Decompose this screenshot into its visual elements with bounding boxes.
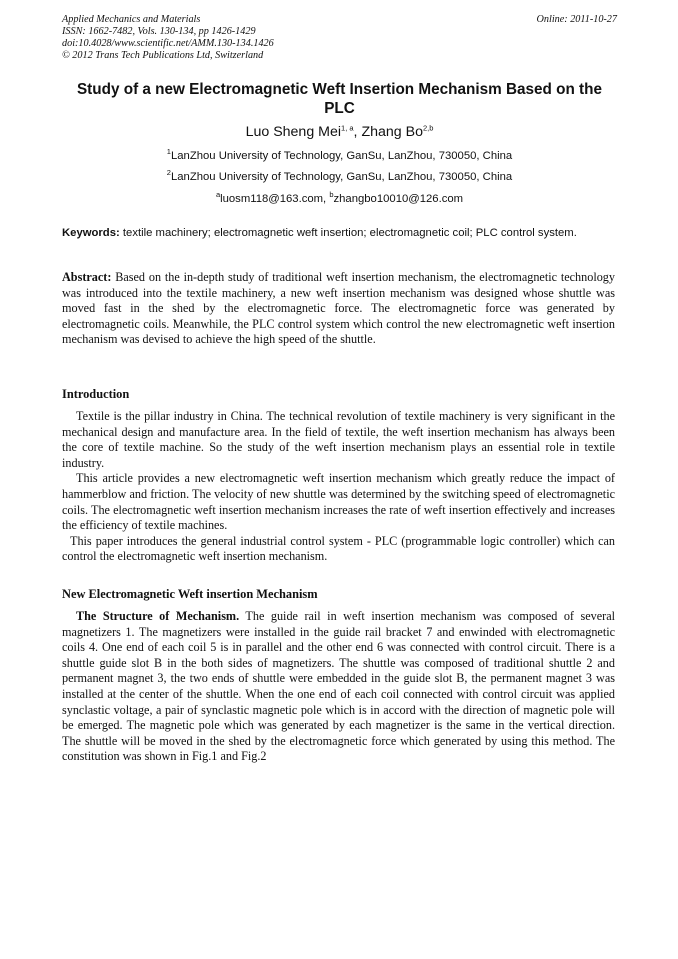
keywords-text: textile machinery; electromagnetic weft insertion; electromagnetic coil; PLC control system. xyxy=(119,227,577,239)
affiliation-2-text: LanZhou University of Technology, GanSu, LanZhou, 730050, China xyxy=(170,171,513,183)
doi-line: doi:10.4028/www.scientific.net/AMM.130-134.1426 xyxy=(62,38,274,50)
introduction-body xyxy=(62,409,615,565)
author-1-name: Luo Sheng Mei xyxy=(245,124,342,140)
email-line xyxy=(62,192,617,206)
email-2: zhangbo10010@126.com xyxy=(333,193,464,205)
author-2-sup: 2,b xyxy=(422,123,434,133)
intro-paragraph-1: Textile is the pillar industry in China. The technical revolution of textile machinery is very significant in the mechanical design and manufacture area. In the field of textile, the weft insertion mechanism has always been the core of textile machine. So the study of the weft insertion mechanism plays an essential role in textile industry. xyxy=(62,409,615,470)
keywords-label: Keywords: xyxy=(62,227,120,239)
abstract xyxy=(62,270,615,348)
abstract-text: Based on the in-depth study of traditional weft insertion mechanism, the electromagnetic technology was introduced into the textile machinery, a new weft insertion mechanism was designed whose shuttle was moved fast in the shed by the electromagnetic force. The electromagnetic force was generated by electromagnetic coils. Meanwhile, the PLC control system which control the new electromagnetic weft insertion mechanism was devised to achieve the high speed of the shuttle. xyxy=(62,270,615,347)
email-2-sup: b xyxy=(329,190,334,200)
journal-name: Applied Mechanics and Materials xyxy=(62,14,201,25)
paper-title: Study of a new Electromagnetic Weft Insertion Mechanism Based on the PLC xyxy=(76,81,602,117)
author-1-sup: 1, a xyxy=(341,123,354,133)
structure-text: The guide rail in weft insertion mechanism was composed of several magnetizers 1. The magnetizers were installed in the guide rail bracket 7 and enwinded with electromagnetic coils 4. One end of each coil 5 is in parallel and the other end 6 was connected with control circuit. There is a shuttle guide slot B in the both sides of magnetizers. The shuttle was composed of traditional shuttle 2 and permanent magnet 3, the two ends of shuttle were embedded in the guide slot B, the permanent magnet 3 was installed at the center of the shuttle. When the one end of each coil connected with control circuit was applied synclastic voltage, a pair of synclastic magnetic pole which is in accord with the direction of magnetic pole will be emerged. The magnetic pole which was generated by each magnetizer is the same in the vertical direction. The shuttle will be moved in the shed by the electromagnetic force which generated by using this method. The constitution was shown in Fig.1 and Fig.2 xyxy=(62,609,615,764)
affiliation-2-sup: 2 xyxy=(166,168,171,178)
issn-line: ISSN: 1662-7482, Vols. 130-134, pp 1426-1429 xyxy=(62,26,256,38)
structure-paragraph xyxy=(62,609,615,765)
journal-header xyxy=(62,14,617,62)
keywords xyxy=(62,226,615,241)
structure-subheading: The Structure of Mechanism. xyxy=(76,609,240,623)
copyright-line: © 2012 Trans Tech Publications Ltd, Switzerland xyxy=(62,50,264,62)
intro-paragraph-2: This article provides a new electromagnetic weft insertion mechanism which greatly reduce the impact of hammerblow and friction. The velocity of new shuttle was determined by the switching speed of electromagnetic coils. The electromagnetic weft insertion mechanism increases the rate of weft insertion effectively and increases the efficiency of textile machines. xyxy=(62,471,615,533)
section-2-heading: New Electromagnetic Weft insertion Mechanism xyxy=(62,587,318,601)
section-2-body xyxy=(62,609,615,765)
author-separator: , xyxy=(353,124,362,140)
email-1-sup: a xyxy=(215,190,221,200)
email-1: luosm118@163.com, xyxy=(220,193,330,205)
affiliation-1-sup: 1 xyxy=(166,147,171,157)
affiliation-2 xyxy=(62,170,617,184)
online-date: Online: 2011-10-27 xyxy=(536,14,617,25)
author-line xyxy=(62,123,617,141)
author-2-name: Zhang Bo xyxy=(361,124,423,140)
introduction-heading: Introduction xyxy=(62,387,130,401)
affiliation-1-text: LanZhou University of Technology, GanSu, LanZhou, 730050, China xyxy=(170,150,513,162)
abstract-label: Abstract: xyxy=(62,270,112,284)
intro-paragraph-3: This paper introduces the general industrial control system - PLC (programmable logic controller) which can control the electromagnetic weft insertion mechanism. xyxy=(62,533,615,564)
affiliation-1 xyxy=(62,149,617,163)
